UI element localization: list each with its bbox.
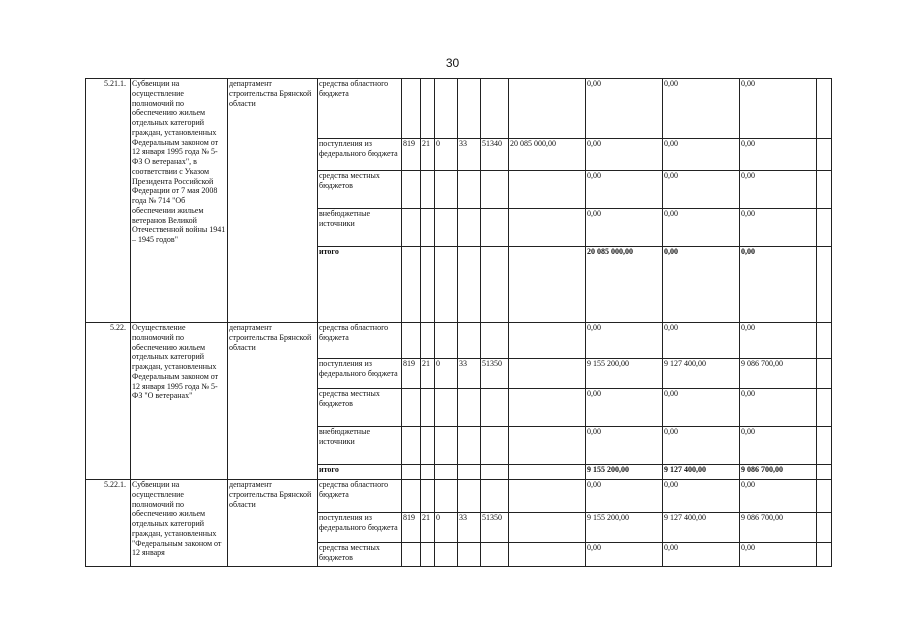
budget-code <box>435 323 458 359</box>
amount-cell <box>509 480 586 513</box>
amount-cell: 0,00 <box>663 480 740 513</box>
empty-cell <box>817 139 832 171</box>
amount-cell: 20 085 000,00 <box>509 139 586 171</box>
budget-code <box>458 480 481 513</box>
empty-cell <box>817 247 832 323</box>
amount-cell: 0,00 <box>586 543 663 567</box>
amount-cell: 0,00 <box>740 480 817 513</box>
amount-cell: 9 127 400,00 <box>663 359 740 389</box>
amount-cell <box>509 513 586 543</box>
budget-code <box>421 209 435 247</box>
budget-code <box>402 247 421 323</box>
budget-code <box>481 323 509 359</box>
amount-cell: 0,00 <box>586 79 663 139</box>
empty-cell <box>817 323 832 359</box>
item-description: Субвенции на осуществление полномочий по обеспечению жильем отдельных категорий граждан, установленных Федеральным законом от 12 января 1995 года № 5-ФЗ О ветеранах", в соответствии с Указом Президента Российской Федерации от 7 мая 2008 года № 714 "Об обеспечении жильем ветеранов Великой Отечественной войны 1941 – 1945 годов" <box>131 79 228 323</box>
funding-source: поступления из федерального бюджета <box>318 139 402 171</box>
amount-cell: 0,00 <box>586 480 663 513</box>
empty-cell <box>817 427 832 465</box>
amount-cell: 0,00 <box>740 247 817 323</box>
amount-cell: 0,00 <box>586 171 663 209</box>
amount-cell: 9 155 200,00 <box>586 359 663 389</box>
budget-code: 819 <box>402 359 421 389</box>
amount-cell: 0,00 <box>740 79 817 139</box>
amount-cell: 0,00 <box>663 171 740 209</box>
amount-cell: 9 086 700,00 <box>740 513 817 543</box>
amount-cell: 0,00 <box>740 171 817 209</box>
budget-code: 21 <box>421 139 435 171</box>
budget-code: 0 <box>435 139 458 171</box>
budget-code: 0 <box>435 359 458 389</box>
amount-cell: 0,00 <box>740 543 817 567</box>
empty-cell <box>817 79 832 139</box>
amount-cell <box>509 209 586 247</box>
amount-cell: 9 155 200,00 <box>586 465 663 480</box>
amount-cell: 0,00 <box>740 389 817 427</box>
item-number: 5.22.1. <box>86 480 131 567</box>
budget-code <box>481 209 509 247</box>
budget-code <box>435 171 458 209</box>
amount-cell: 0,00 <box>663 247 740 323</box>
budget-code <box>435 247 458 323</box>
amount-cell: 0,00 <box>740 323 817 359</box>
executor: департамент строительства Брянской области <box>228 480 318 567</box>
item-description: Осуществление полномочий по обеспечению жильем отдельных категорий граждан, установленных Федеральным законом от 12 января 1995 года № 5-ФЗ "О ветеранах" <box>131 323 228 480</box>
amount-cell: 0,00 <box>586 209 663 247</box>
budget-table <box>85 78 832 567</box>
funding-source: поступления из федерального бюджета <box>318 513 402 543</box>
empty-cell <box>817 171 832 209</box>
budget-code <box>481 427 509 465</box>
budget-code <box>402 465 421 480</box>
amount-cell <box>509 79 586 139</box>
funding-source: внебюджетные источники <box>318 209 402 247</box>
item-description: Субвенции на осуществление полномочий по обеспечению жильем отдельных категорий граждан, установленных "Федеральным законом от 12 января <box>131 480 228 567</box>
budget-code <box>435 427 458 465</box>
budget-code <box>458 79 481 139</box>
amount-cell: 0,00 <box>663 427 740 465</box>
budget-code <box>421 465 435 480</box>
budget-code <box>458 209 481 247</box>
amount-cell: 0,00 <box>663 209 740 247</box>
amount-cell: 0,00 <box>663 543 740 567</box>
amount-cell: 9 086 700,00 <box>740 359 817 389</box>
page-number: 30 <box>445 56 460 70</box>
empty-cell <box>817 389 832 427</box>
budget-code: 21 <box>421 513 435 543</box>
budget-code <box>402 323 421 359</box>
amount-cell: 0,00 <box>586 139 663 171</box>
funding-source: итого <box>318 465 402 480</box>
amount-cell: 0,00 <box>663 139 740 171</box>
budget-code <box>402 209 421 247</box>
table-body <box>86 79 832 567</box>
amount-cell: 9 127 400,00 <box>663 513 740 543</box>
budget-code: 33 <box>458 359 481 389</box>
amount-cell: 0,00 <box>740 209 817 247</box>
budget-code <box>458 543 481 567</box>
amount-cell: 20 085 000,00 <box>586 247 663 323</box>
amount-cell: 9 155 200,00 <box>586 513 663 543</box>
budget-code <box>435 480 458 513</box>
budget-code <box>481 389 509 427</box>
funding-source: средства местных бюджетов <box>318 543 402 567</box>
empty-cell <box>817 359 832 389</box>
funding-source: поступления из федерального бюджета <box>318 359 402 389</box>
amount-cell <box>509 323 586 359</box>
budget-code <box>421 427 435 465</box>
budget-code <box>402 543 421 567</box>
budget-code: 51340 <box>481 139 509 171</box>
budget-code: 0 <box>435 513 458 543</box>
budget-code <box>458 465 481 480</box>
amount-cell: 9 086 700,00 <box>740 465 817 480</box>
funding-source: внебюджетные источники <box>318 427 402 465</box>
amount-cell: 0,00 <box>663 323 740 359</box>
budget-code <box>402 389 421 427</box>
amount-cell: 0,00 <box>663 389 740 427</box>
budget-code <box>481 171 509 209</box>
amount-cell <box>509 389 586 427</box>
empty-cell <box>817 465 832 480</box>
budget-code <box>421 480 435 513</box>
budget-code <box>421 543 435 567</box>
amount-cell <box>509 543 586 567</box>
budget-code <box>421 247 435 323</box>
empty-cell <box>817 513 832 543</box>
table-row <box>86 79 832 139</box>
amount-cell: 9 127 400,00 <box>663 465 740 480</box>
budget-code: 33 <box>458 139 481 171</box>
item-number: 5.22. <box>86 323 131 480</box>
empty-cell <box>817 480 832 513</box>
amount-cell: 0,00 <box>586 323 663 359</box>
budget-code: 51350 <box>481 359 509 389</box>
budget-code <box>435 79 458 139</box>
amount-cell: 0,00 <box>740 139 817 171</box>
budget-code <box>481 465 509 480</box>
funding-source: средства местных бюджетов <box>318 171 402 209</box>
budget-code <box>458 427 481 465</box>
amount-cell <box>509 427 586 465</box>
budget-code: 33 <box>458 513 481 543</box>
budget-code <box>481 247 509 323</box>
amount-cell: 0,00 <box>586 389 663 427</box>
budget-code <box>402 427 421 465</box>
item-number: 5.21.1. <box>86 79 131 323</box>
amount-cell: 0,00 <box>586 427 663 465</box>
funding-source: средства областного бюджета <box>318 323 402 359</box>
budget-code <box>421 171 435 209</box>
amount-cell <box>509 359 586 389</box>
budget-code <box>435 543 458 567</box>
budget-code <box>402 79 421 139</box>
executor: департамент строительства Брянской области <box>228 79 318 323</box>
budget-code <box>435 465 458 480</box>
funding-source: средства местных бюджетов <box>318 389 402 427</box>
budget-code <box>421 389 435 427</box>
amount-cell: 0,00 <box>663 79 740 139</box>
budget-code <box>421 79 435 139</box>
amount-cell <box>509 465 586 480</box>
budget-code <box>435 389 458 427</box>
budget-code <box>402 171 421 209</box>
budget-code <box>435 209 458 247</box>
budget-code <box>481 543 509 567</box>
funding-source: итого <box>318 247 402 323</box>
funding-source: средства областного бюджета <box>318 79 402 139</box>
amount-cell <box>509 247 586 323</box>
budget-code <box>458 171 481 209</box>
budget-code <box>458 247 481 323</box>
budget-code <box>402 480 421 513</box>
budget-code <box>481 79 509 139</box>
executor: департамент строительства Брянской области <box>228 323 318 480</box>
budget-code: 51350 <box>481 513 509 543</box>
budget-code <box>421 323 435 359</box>
budget-code: 21 <box>421 359 435 389</box>
budget-code: 819 <box>402 513 421 543</box>
empty-cell <box>817 209 832 247</box>
budget-code <box>481 480 509 513</box>
table-row <box>86 480 832 513</box>
amount-cell <box>509 171 586 209</box>
budget-code <box>458 323 481 359</box>
budget-code <box>458 389 481 427</box>
budget-code: 819 <box>402 139 421 171</box>
table-row <box>86 323 832 359</box>
funding-source: средства областного бюджета <box>318 480 402 513</box>
amount-cell: 0,00 <box>740 427 817 465</box>
empty-cell <box>817 543 832 567</box>
